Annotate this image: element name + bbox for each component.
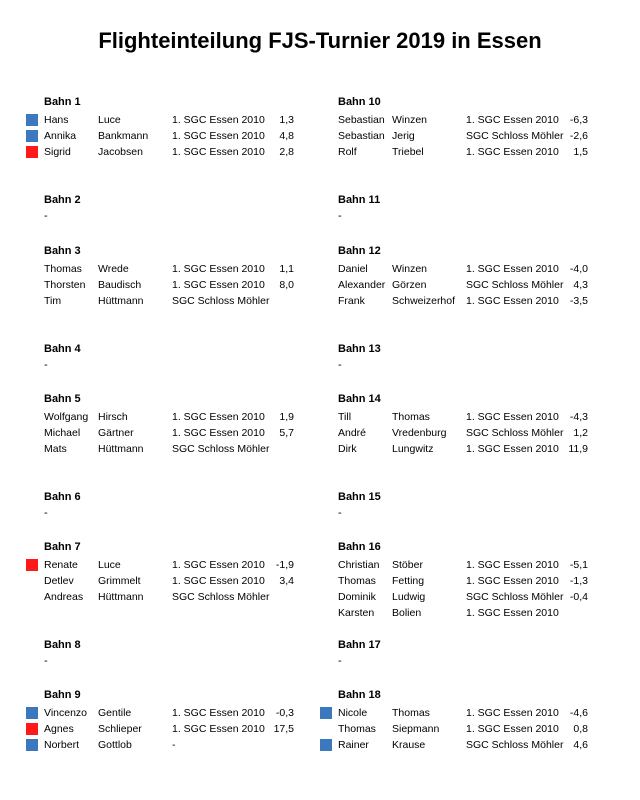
player-last-name: Schlieper bbox=[98, 723, 142, 735]
player-first-name: Renate bbox=[44, 559, 78, 571]
player-first-name: Till bbox=[338, 411, 352, 423]
player-last-name: Gottlob bbox=[98, 739, 132, 751]
player-first-name: Sebastian bbox=[338, 114, 385, 126]
empty-placeholder: - bbox=[338, 359, 342, 371]
player-club: SGC Schloss Möhler bbox=[466, 591, 564, 603]
player-first-name: Michael bbox=[44, 427, 81, 439]
player-handicap: -5,1 bbox=[569, 559, 588, 571]
player-handicap: -4,6 bbox=[569, 707, 588, 719]
player-club: SGC Schloss Möhler bbox=[466, 427, 564, 439]
player-handicap: 0,8 bbox=[573, 723, 588, 735]
player-handicap: 1,3 bbox=[279, 114, 294, 126]
player-row bbox=[26, 441, 326, 457]
player-handicap: 4,6 bbox=[573, 739, 588, 751]
left-column bbox=[26, 0, 326, 800]
red-marker-icon bbox=[26, 559, 38, 571]
player-first-name: Daniel bbox=[338, 263, 368, 275]
empty-placeholder: - bbox=[44, 359, 48, 371]
bahn-heading: Bahn 10 bbox=[338, 96, 381, 108]
player-first-name: Andreas bbox=[44, 591, 84, 603]
player-last-name: Krause bbox=[392, 739, 426, 751]
player-row bbox=[26, 573, 326, 589]
player-last-name: Thomas bbox=[392, 411, 430, 423]
player-row bbox=[320, 573, 620, 589]
bahn-heading: Bahn 17 bbox=[338, 639, 381, 651]
player-last-name: Triebel bbox=[392, 146, 424, 158]
player-last-name: Hüttmann bbox=[98, 295, 144, 307]
player-last-name: Hüttmann bbox=[98, 591, 144, 603]
player-club: 1. SGC Essen 2010 bbox=[172, 279, 265, 291]
player-first-name: Agnes bbox=[44, 723, 74, 735]
player-club: SGC Schloss Möhler bbox=[172, 443, 270, 455]
player-last-name: Stöber bbox=[392, 559, 423, 571]
player-handicap: 1,9 bbox=[279, 411, 294, 423]
player-last-name: Winzen bbox=[392, 263, 428, 275]
player-handicap: -1,3 bbox=[569, 575, 588, 587]
player-row bbox=[320, 144, 620, 160]
player-last-name: Hüttmann bbox=[98, 443, 144, 455]
player-club: 1. SGC Essen 2010 bbox=[466, 575, 559, 587]
bahn-heading: Bahn 13 bbox=[338, 343, 381, 355]
empty-placeholder: - bbox=[44, 210, 48, 222]
player-first-name: Detlev bbox=[44, 575, 74, 587]
player-first-name: André bbox=[338, 427, 367, 439]
bahn-heading: Bahn 6 bbox=[44, 491, 81, 503]
player-handicap: 3,4 bbox=[279, 575, 294, 587]
player-first-name: Thomas bbox=[338, 575, 376, 587]
player-first-name: Karsten bbox=[338, 607, 375, 619]
blue-marker-icon bbox=[26, 130, 38, 142]
blue-marker-icon bbox=[26, 114, 38, 126]
player-first-name: Norbert bbox=[44, 739, 80, 751]
player-row bbox=[320, 721, 620, 737]
player-handicap: -0,4 bbox=[569, 591, 588, 603]
bahn-heading: Bahn 16 bbox=[338, 541, 381, 553]
player-first-name: Mats bbox=[44, 443, 67, 455]
player-row bbox=[26, 705, 326, 721]
player-club: SGC Schloss Möhler bbox=[172, 295, 270, 307]
player-handicap: -3,5 bbox=[569, 295, 588, 307]
player-row bbox=[26, 112, 326, 128]
player-row bbox=[26, 425, 326, 441]
player-last-name: Lungwitz bbox=[392, 443, 434, 455]
bahn-heading: Bahn 14 bbox=[338, 393, 381, 405]
bahn-heading: Bahn 1 bbox=[44, 96, 81, 108]
bahn-heading: Bahn 3 bbox=[44, 245, 81, 257]
player-row bbox=[26, 721, 326, 737]
player-row bbox=[320, 409, 620, 425]
player-row bbox=[320, 705, 620, 721]
player-club: 1. SGC Essen 2010 bbox=[172, 575, 265, 587]
player-club: 1. SGC Essen 2010 bbox=[172, 263, 265, 275]
player-club: 1. SGC Essen 2010 bbox=[466, 263, 559, 275]
player-club: 1. SGC Essen 2010 bbox=[172, 723, 265, 735]
player-club: 1. SGC Essen 2010 bbox=[466, 295, 559, 307]
bahn-heading: Bahn 18 bbox=[338, 689, 381, 701]
player-first-name: Christian bbox=[338, 559, 380, 571]
player-handicap: 2,8 bbox=[279, 146, 294, 158]
player-last-name: Grimmelt bbox=[98, 575, 141, 587]
bahn-heading: Bahn 11 bbox=[338, 194, 381, 206]
blue-marker-icon bbox=[26, 707, 38, 719]
red-marker-icon bbox=[26, 723, 38, 735]
blue-marker-icon bbox=[320, 739, 332, 751]
player-last-name: Görzen bbox=[392, 279, 427, 291]
player-last-name: Ludwig bbox=[392, 591, 426, 603]
player-club: 1. SGC Essen 2010 bbox=[172, 411, 265, 423]
player-last-name: Vredenburg bbox=[392, 427, 447, 439]
player-last-name: Schweizerhof bbox=[392, 295, 456, 307]
empty-placeholder: - bbox=[44, 655, 48, 667]
player-row bbox=[320, 557, 620, 573]
player-first-name: Thorsten bbox=[44, 279, 86, 291]
empty-placeholder: - bbox=[44, 507, 48, 519]
bahn-heading: Bahn 4 bbox=[44, 343, 81, 355]
player-row bbox=[26, 293, 326, 309]
player-last-name: Bankmann bbox=[98, 130, 149, 142]
player-club: 1. SGC Essen 2010 bbox=[466, 607, 559, 619]
blue-marker-icon bbox=[320, 707, 332, 719]
player-first-name: Tim bbox=[44, 295, 62, 307]
player-row bbox=[320, 261, 620, 277]
player-first-name: Frank bbox=[338, 295, 365, 307]
player-row bbox=[26, 277, 326, 293]
player-first-name: Dirk bbox=[338, 443, 357, 455]
player-handicap: 4,8 bbox=[279, 130, 294, 142]
player-club: 1. SGC Essen 2010 bbox=[172, 707, 265, 719]
bahn-heading: Bahn 2 bbox=[44, 194, 81, 206]
player-handicap: -4,3 bbox=[569, 411, 588, 423]
player-first-name: Vincenzo bbox=[44, 707, 88, 719]
bahn-heading: Bahn 7 bbox=[44, 541, 81, 553]
player-club: 1. SGC Essen 2010 bbox=[466, 411, 559, 423]
player-last-name: Jerig bbox=[392, 130, 415, 142]
bahn-heading: Bahn 8 bbox=[44, 639, 81, 651]
player-club: 1. SGC Essen 2010 bbox=[172, 559, 265, 571]
player-first-name: Thomas bbox=[338, 723, 376, 735]
player-first-name: Sebastian bbox=[338, 130, 385, 142]
player-first-name: Annika bbox=[44, 130, 77, 142]
player-last-name: Winzen bbox=[392, 114, 428, 126]
player-club: 1. SGC Essen 2010 bbox=[466, 146, 559, 158]
player-last-name: Baudisch bbox=[98, 279, 142, 291]
bahn-heading: Bahn 5 bbox=[44, 393, 81, 405]
player-club: 1. SGC Essen 2010 bbox=[172, 427, 265, 439]
player-last-name: Luce bbox=[98, 114, 121, 126]
player-row bbox=[26, 737, 326, 753]
player-club: 1. SGC Essen 2010 bbox=[172, 114, 265, 126]
player-row bbox=[320, 128, 620, 144]
player-first-name: Wolfgang bbox=[44, 411, 89, 423]
player-handicap: 17,5 bbox=[273, 723, 294, 735]
player-club: - bbox=[172, 739, 176, 751]
player-handicap: -4,0 bbox=[569, 263, 588, 275]
player-club: 1. SGC Essen 2010 bbox=[172, 146, 265, 158]
right-column bbox=[320, 0, 620, 800]
player-first-name: Hans bbox=[44, 114, 69, 126]
player-row bbox=[26, 128, 326, 144]
player-row bbox=[26, 409, 326, 425]
player-row bbox=[26, 261, 326, 277]
player-last-name: Jacobsen bbox=[98, 146, 143, 158]
player-row bbox=[320, 425, 620, 441]
player-club: SGC Schloss Möhler bbox=[466, 739, 564, 751]
player-club: SGC Schloss Möhler bbox=[466, 279, 564, 291]
player-handicap: 8,0 bbox=[279, 279, 294, 291]
player-club: 1. SGC Essen 2010 bbox=[172, 130, 265, 142]
player-first-name: Sigrid bbox=[44, 146, 71, 158]
player-last-name: Gentile bbox=[98, 707, 132, 719]
player-handicap: 11,9 bbox=[568, 443, 588, 455]
player-handicap: 4,3 bbox=[573, 279, 588, 291]
player-club: SGC Schloss Möhler bbox=[172, 591, 270, 603]
player-last-name: Fetting bbox=[392, 575, 425, 587]
bahn-heading: Bahn 12 bbox=[338, 245, 381, 257]
player-handicap: 1,2 bbox=[573, 427, 588, 439]
player-handicap: -0,3 bbox=[275, 707, 294, 719]
player-row bbox=[320, 112, 620, 128]
player-last-name: Hirsch bbox=[98, 411, 128, 423]
player-club: 1. SGC Essen 2010 bbox=[466, 707, 559, 719]
player-row bbox=[320, 441, 620, 457]
player-handicap: 5,7 bbox=[279, 427, 294, 439]
empty-placeholder: - bbox=[338, 655, 342, 667]
player-row bbox=[320, 277, 620, 293]
player-handicap: 1,5 bbox=[573, 146, 588, 158]
red-marker-icon bbox=[26, 146, 38, 158]
player-last-name: Thomas bbox=[392, 707, 430, 719]
player-first-name: Alexander bbox=[338, 279, 386, 291]
player-first-name: Thomas bbox=[44, 263, 82, 275]
player-last-name: Bolien bbox=[392, 607, 422, 619]
player-row bbox=[320, 737, 620, 753]
player-last-name: Wrede bbox=[98, 263, 129, 275]
page-title: Flighteinteilung FJS-Turnier 2019 in Essen bbox=[98, 28, 542, 53]
player-row bbox=[26, 557, 326, 573]
player-handicap: -6,3 bbox=[569, 114, 588, 126]
blue-marker-icon bbox=[26, 739, 38, 751]
player-row bbox=[320, 293, 620, 309]
empty-placeholder: - bbox=[338, 507, 342, 519]
player-first-name: Dominik bbox=[338, 591, 376, 603]
player-last-name: Luce bbox=[98, 559, 121, 571]
empty-placeholder: - bbox=[338, 210, 342, 222]
player-first-name: Rainer bbox=[338, 739, 369, 751]
player-row bbox=[26, 144, 326, 160]
bahn-heading: Bahn 9 bbox=[44, 689, 81, 701]
player-club: SGC Schloss Möhler bbox=[466, 130, 564, 142]
player-first-name: Nicole bbox=[338, 707, 368, 719]
player-club: 1. SGC Essen 2010 bbox=[466, 443, 559, 455]
player-handicap: 1,1 bbox=[279, 263, 294, 275]
player-club: 1. SGC Essen 2010 bbox=[466, 559, 559, 571]
player-last-name: Siepmann bbox=[392, 723, 440, 735]
player-row bbox=[320, 589, 620, 605]
player-handicap: -2,6 bbox=[569, 130, 588, 142]
player-row bbox=[320, 605, 620, 621]
player-club: 1. SGC Essen 2010 bbox=[466, 723, 559, 735]
player-row bbox=[26, 589, 326, 605]
player-handicap: -1,9 bbox=[275, 559, 294, 571]
player-first-name: Rolf bbox=[338, 146, 357, 158]
bahn-heading: Bahn 15 bbox=[338, 491, 381, 503]
player-last-name: Gärtner bbox=[98, 427, 134, 439]
player-club: 1. SGC Essen 2010 bbox=[466, 114, 559, 126]
